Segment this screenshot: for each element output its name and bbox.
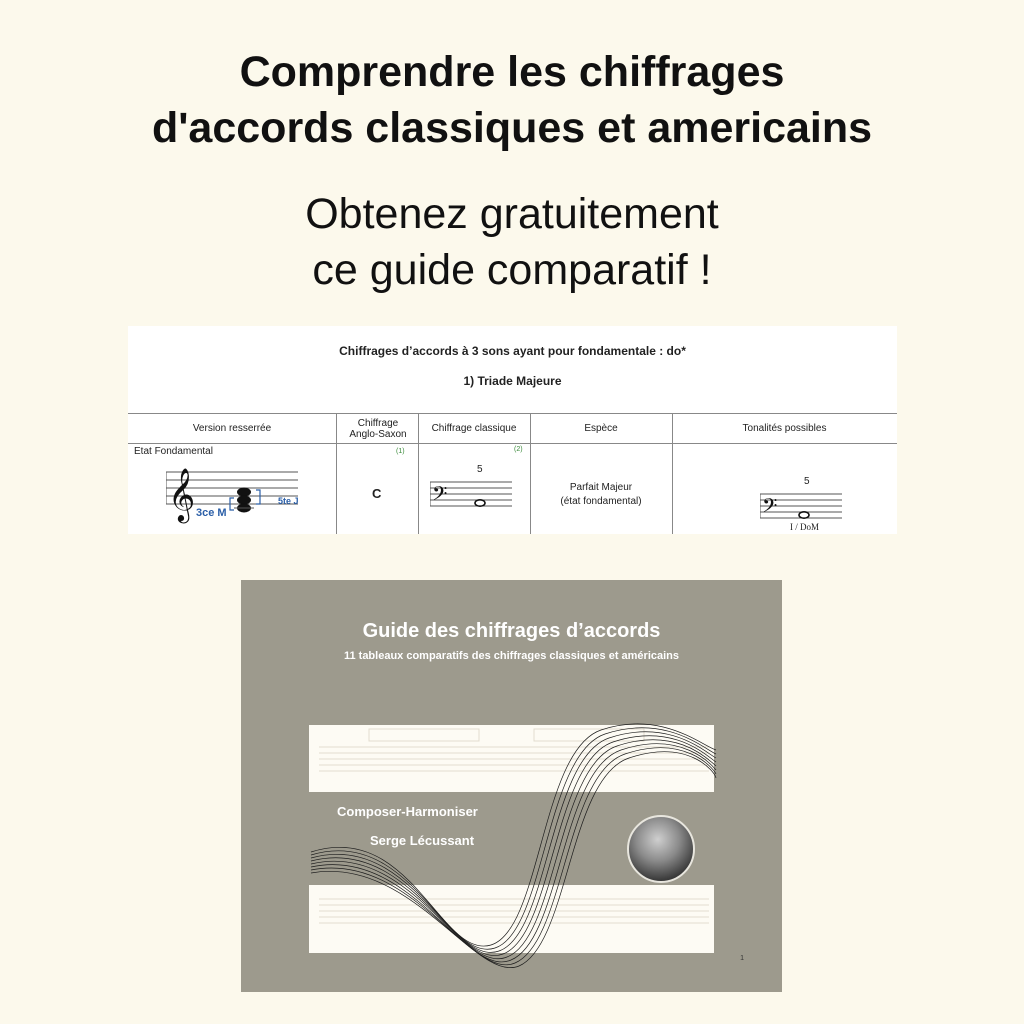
tonal-label: I / DoM <box>790 522 819 532</box>
species-line-2: (état fondamental) <box>560 496 642 507</box>
table-excerpt-image <box>128 326 897 534</box>
bass-staff-tonal <box>760 490 844 524</box>
bass-clef-icon: 𝄢 <box>762 494 778 522</box>
treble-clef-icon: 𝄞 <box>168 467 196 521</box>
tonal-figure: 5 <box>804 476 810 487</box>
cover-author-line-1: Composer-Harmoniser <box>337 804 478 819</box>
headline-line-1: Comprendre les chiffrages <box>239 48 785 96</box>
col-header-tonalities: Tonalités possibles <box>742 423 827 434</box>
bass-staff-classic <box>430 478 514 512</box>
excerpt-subtitle: 1) Triade Majeure <box>463 374 562 388</box>
cover-subtitle: 11 tableaux comparatifs des chiffrages classiques et américains <box>343 650 680 662</box>
anglo-footnote: (1) <box>396 448 405 455</box>
bass-clef-icon: 𝄢 <box>432 482 448 510</box>
col-header-species: Espèce <box>584 423 618 434</box>
col-header-classic: Chiffrage classique <box>431 423 517 434</box>
classic-figure: 5 <box>477 464 483 475</box>
treble-staff <box>166 458 306 530</box>
table-header-divider <box>128 443 897 444</box>
species-line-1: Parfait Majeur <box>569 482 633 493</box>
excerpt-title: Chiffrages d’accords à 3 sons ayant pour fondamentale : do* <box>339 344 686 358</box>
cover-title: Guide des chiffrages d’accords <box>362 620 661 642</box>
col-divider <box>336 414 337 534</box>
interval-fifth-label: 5te J <box>278 496 299 506</box>
guide-cover-image <box>241 580 782 992</box>
subheadline-line-1: Obtenez gratuitement <box>305 190 719 238</box>
subheadline <box>0 186 1024 298</box>
col-header-anglo: Chiffrage Anglo-Saxon <box>349 417 407 440</box>
classic-footnote: (2) <box>514 446 523 453</box>
headline <box>0 44 1024 156</box>
cover-page-number: 1 <box>740 955 744 962</box>
col-header-version: Version resserrée <box>192 423 272 434</box>
subheadline-line-2: ce guide comparatif ! <box>312 246 712 294</box>
wave-lines-decoration <box>241 580 782 992</box>
author-avatar <box>627 815 695 883</box>
interval-third-label: 3ce M <box>196 507 227 519</box>
chord-table <box>128 413 897 534</box>
row-state-label: Etat Fondamental <box>134 446 213 457</box>
anglo-symbol: C <box>372 486 382 501</box>
headline-line-2: d'accords classiques et americains <box>151 104 873 152</box>
cover-author-line-2: Serge Lécussant <box>370 833 475 848</box>
